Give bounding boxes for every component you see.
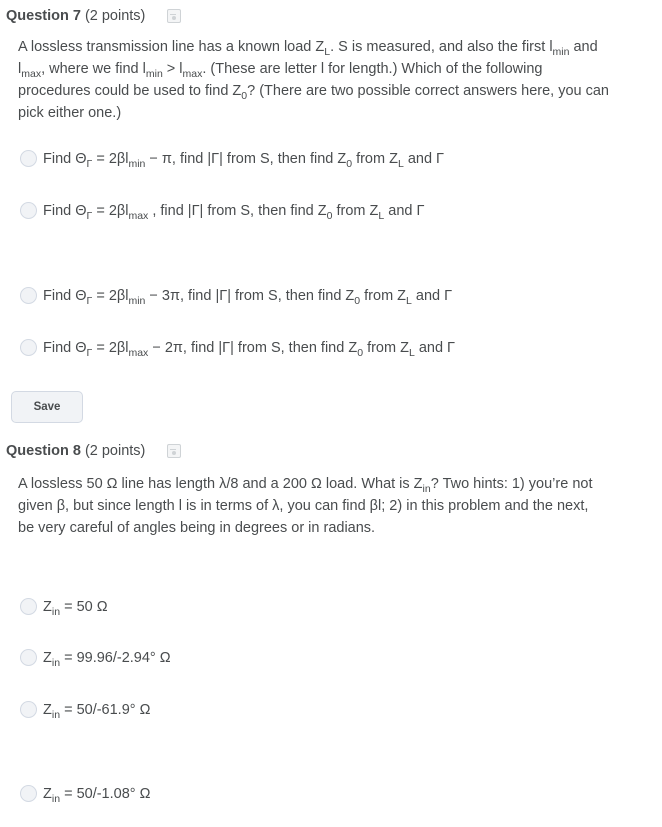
question-7-text: A lossless transmission line has a known load $Z_L$. S is measured, and also the first $l_{min}$ and $l_{max}$, where we find $l_{min} > l_{max}$. (These are letter l for length.) Which of the following procedures could be used to find $Z_0$? (There are two possible correct answers here, you can pick either one.)	[18, 39, 609, 121]
option-label: Find $\Theta_\Gamma = 2\beta l_{max}$ , find |Γ| from S, then find $Z_0$ from $Z_L$ and Γ	[43, 202, 425, 222]
radio-button[interactable]	[20, 150, 37, 167]
option-label: Find $\Theta_\Gamma = 2\beta l_{min} - \pi$, find |Γ| from S, then find $Z_0$ from $Z_L$ and Γ	[43, 150, 445, 170]
option-label: $Z_{in} = 50/-61.9^\circ$ Ω	[43, 701, 151, 721]
q8-option-4[interactable]	[20, 785, 151, 805]
radio-button[interactable]	[20, 598, 37, 615]
question-points: (2 points)	[84, 443, 146, 459]
question-title: Question 8	[6, 443, 81, 459]
save-status-icon	[167, 444, 181, 458]
question-8-text: A lossless 50 Ω line has length λ/8 and a 200 Ω load. What is $Z_{in}$? Two hints: 1) you’re not given β, but since length l is in terms of λ, you can find βl; 2) in this problem and the next, be very careful of angles being in degrees or in radians.	[18, 476, 593, 536]
question-points: (2 points)	[84, 8, 146, 24]
q8-option-2[interactable]	[20, 649, 171, 669]
q8-option-3[interactable]	[20, 701, 151, 721]
option-label: Find $\Theta_\Gamma = 2\beta l_{max} - 2\pi$, find |Γ| from S, then find $Z_0$ from $Z_L$ and Γ	[43, 339, 456, 359]
q7-option-4[interactable]	[20, 339, 456, 359]
question-title: Question 7	[6, 8, 81, 24]
radio-button[interactable]	[20, 287, 37, 304]
option-label: $Z_{in} = 50/-1.08^\circ$ Ω	[43, 785, 151, 805]
save-status-icon	[167, 9, 181, 23]
q7-option-1[interactable]	[20, 150, 445, 170]
question-8-header	[6, 443, 181, 459]
q7-option-2[interactable]	[20, 202, 425, 222]
radio-button[interactable]	[20, 649, 37, 666]
option-label: $Z_{in} = 99.96/-2.94^\circ$ Ω	[43, 649, 171, 669]
option-label: Find $\Theta_\Gamma = 2\beta l_{min} - 3\pi$, find |Γ| from S, then find $Z_0$ from $Z_L$ and Γ	[43, 287, 453, 307]
q7-option-3[interactable]	[20, 287, 453, 307]
question-7-header	[6, 8, 181, 24]
radio-button[interactable]	[20, 785, 37, 802]
save-button[interactable]: Save	[11, 391, 83, 423]
radio-button[interactable]	[20, 202, 37, 219]
radio-button[interactable]	[20, 701, 37, 718]
q8-option-1[interactable]	[20, 598, 108, 618]
option-label: $Z_{in} = 50$ Ω	[43, 598, 108, 618]
radio-button[interactable]	[20, 339, 37, 356]
